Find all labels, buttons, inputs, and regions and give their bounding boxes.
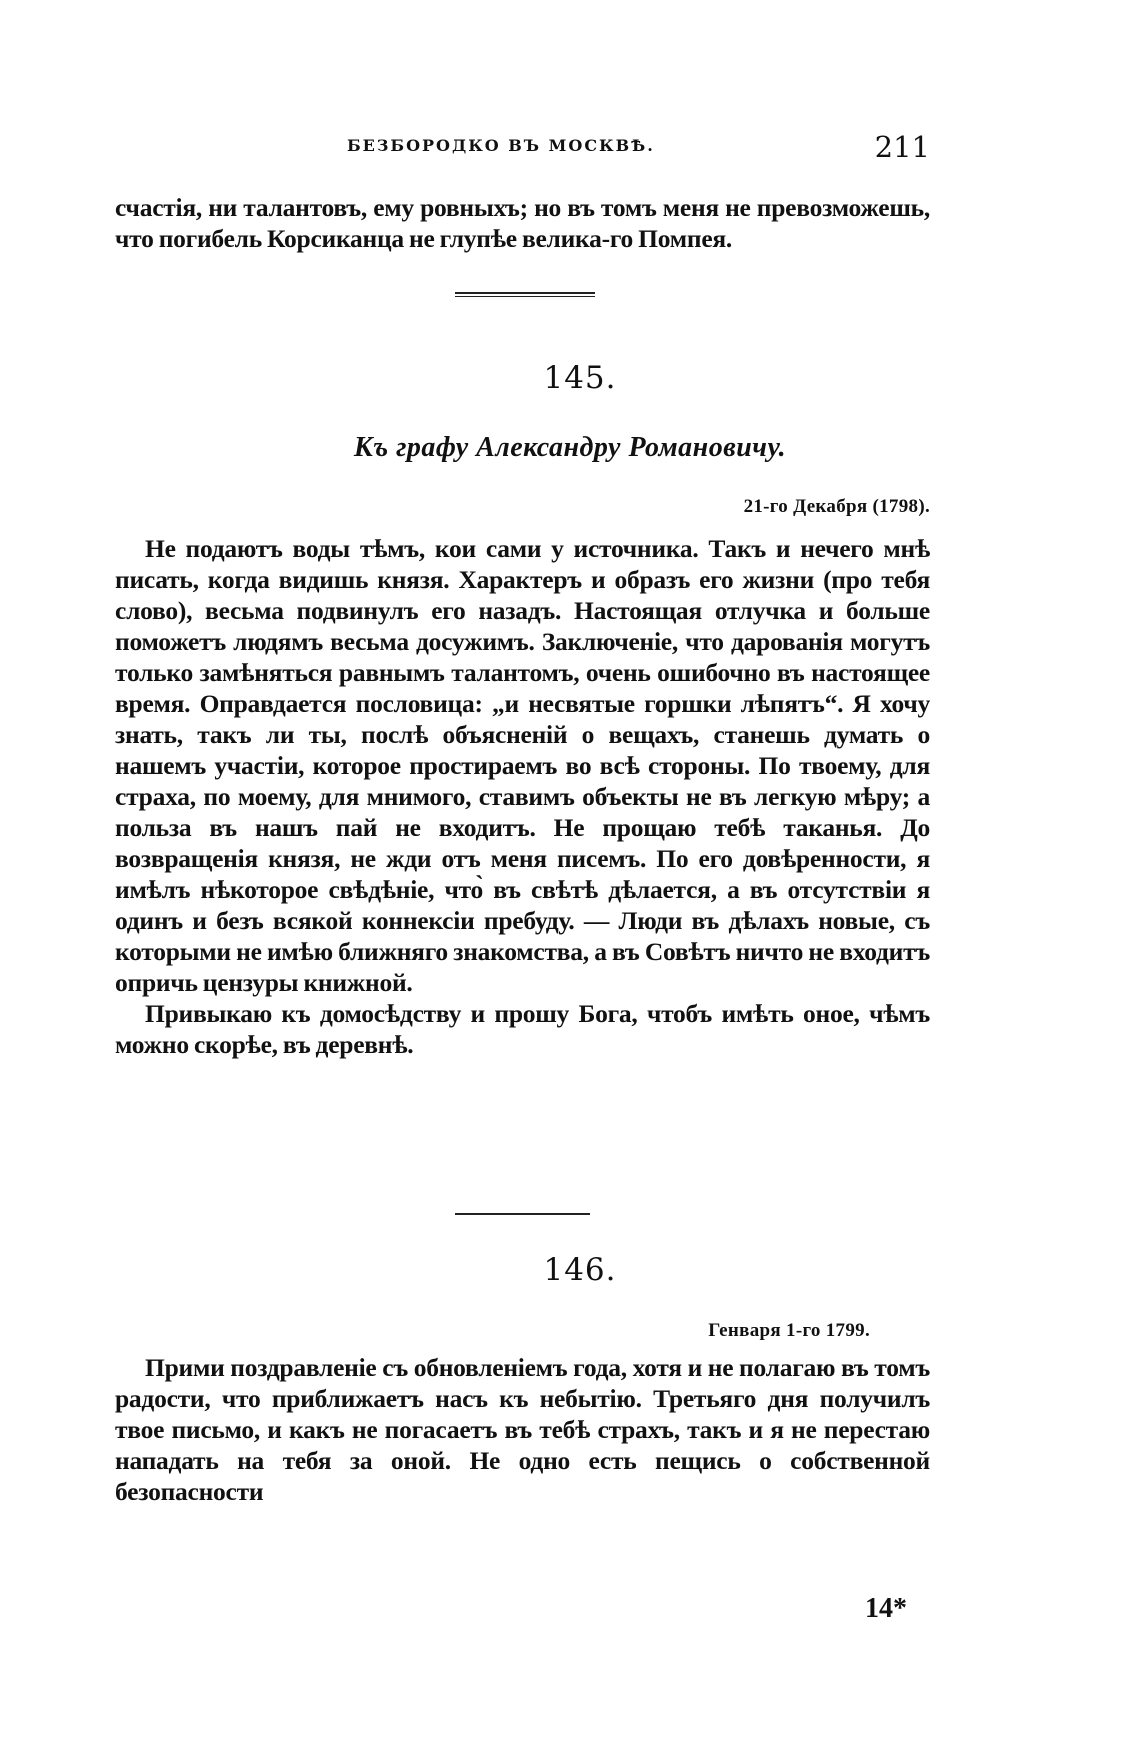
printer-signature-mark: 14* (865, 1593, 907, 1624)
letter-146-body (115, 1352, 930, 1507)
section-divider-double (455, 292, 595, 297)
letter-number-146: 146. (543, 1252, 617, 1288)
letter-145-paragraph-1: Не подаютъ воды тѣмъ, кои сами у источника. Такъ и нечего мнѣ писать, когда видишь князя. Характеръ и образъ его жизни (про тебя слово), весьма подвинулъ его назадъ. Настоящая отлучка и больше поможетъ людямъ весьма досужимъ. Заключеніе, что дарованія могутъ только замѣняться равнымъ талантомъ, очень ошибочно въ настоящее время. Оправдается пословица: „и несвятые горшки лѣпятъ“. Я хочу знать, такъ ли ты, послѣ объясненій о вещахъ, станешь думать о нашемъ участіи, которое простираемъ во всѣ стороны. По твоему, для страха, по моему, для мнимого, ставимъ объекты не въ легкую мѣру; а польза въ нашъ пай не входитъ. Не прощаю тебѣ таканья. До возвращенія князя, не жди отъ меня писемъ. По его довѣренности, я имѣлъ нѣкоторое свѣдѣніе, что̀ въ свѣтѣ дѣлается, а въ отсутствіи я одинъ и безъ всякой коннексіи пребуду. — Люди въ дѣлахъ новые, съ которыми не имѣю ближняго знакомства, а въ Совѣтъ ничто не входитъ опричь цензуры книжной. (115, 534, 930, 997)
letter-145-paragraph-2: Привыкаю къ домосѣдству и прошу Бога, чтобъ имѣть оное, чѣмъ можно скорѣе, въ деревнѣ. (115, 999, 930, 1059)
letter-146-paragraph-1: Прими поздравленіе съ обновленіемъ года, хотя и не полагаю въ томъ радости, что приближаетъ насъ къ небытію. Третьяго дня получилъ твое письмо, и какъ не погасаетъ въ тебѣ страхъ, такъ и я не перестаю нападать на тебя за оной. Не одно есть пещись о собственной безопасности (115, 1353, 930, 1506)
letter-addressee: Къ графу Александру Романовичу. (353, 432, 787, 463)
letter-number-145: 145. (543, 360, 617, 396)
letter-145-date: 21-го Декабря (1798). (743, 496, 930, 517)
continuation-text (115, 192, 930, 254)
letter-146-date: Генваря 1-го 1799. (708, 1320, 870, 1341)
running-title: БЕЗБОРОДКО ВЪ МОСКВѢ. (347, 136, 655, 155)
continuation-paragraph: счастія, ни талантовъ, ему ровныхъ; но въ томъ меня не превозможешь, что погибель Корсиканца не глупѣе велика-го Помпея. (115, 193, 930, 253)
section-divider (455, 1213, 590, 1215)
running-head (115, 130, 930, 170)
page-number: 211 (874, 130, 930, 164)
letter-145-body (115, 533, 930, 1060)
